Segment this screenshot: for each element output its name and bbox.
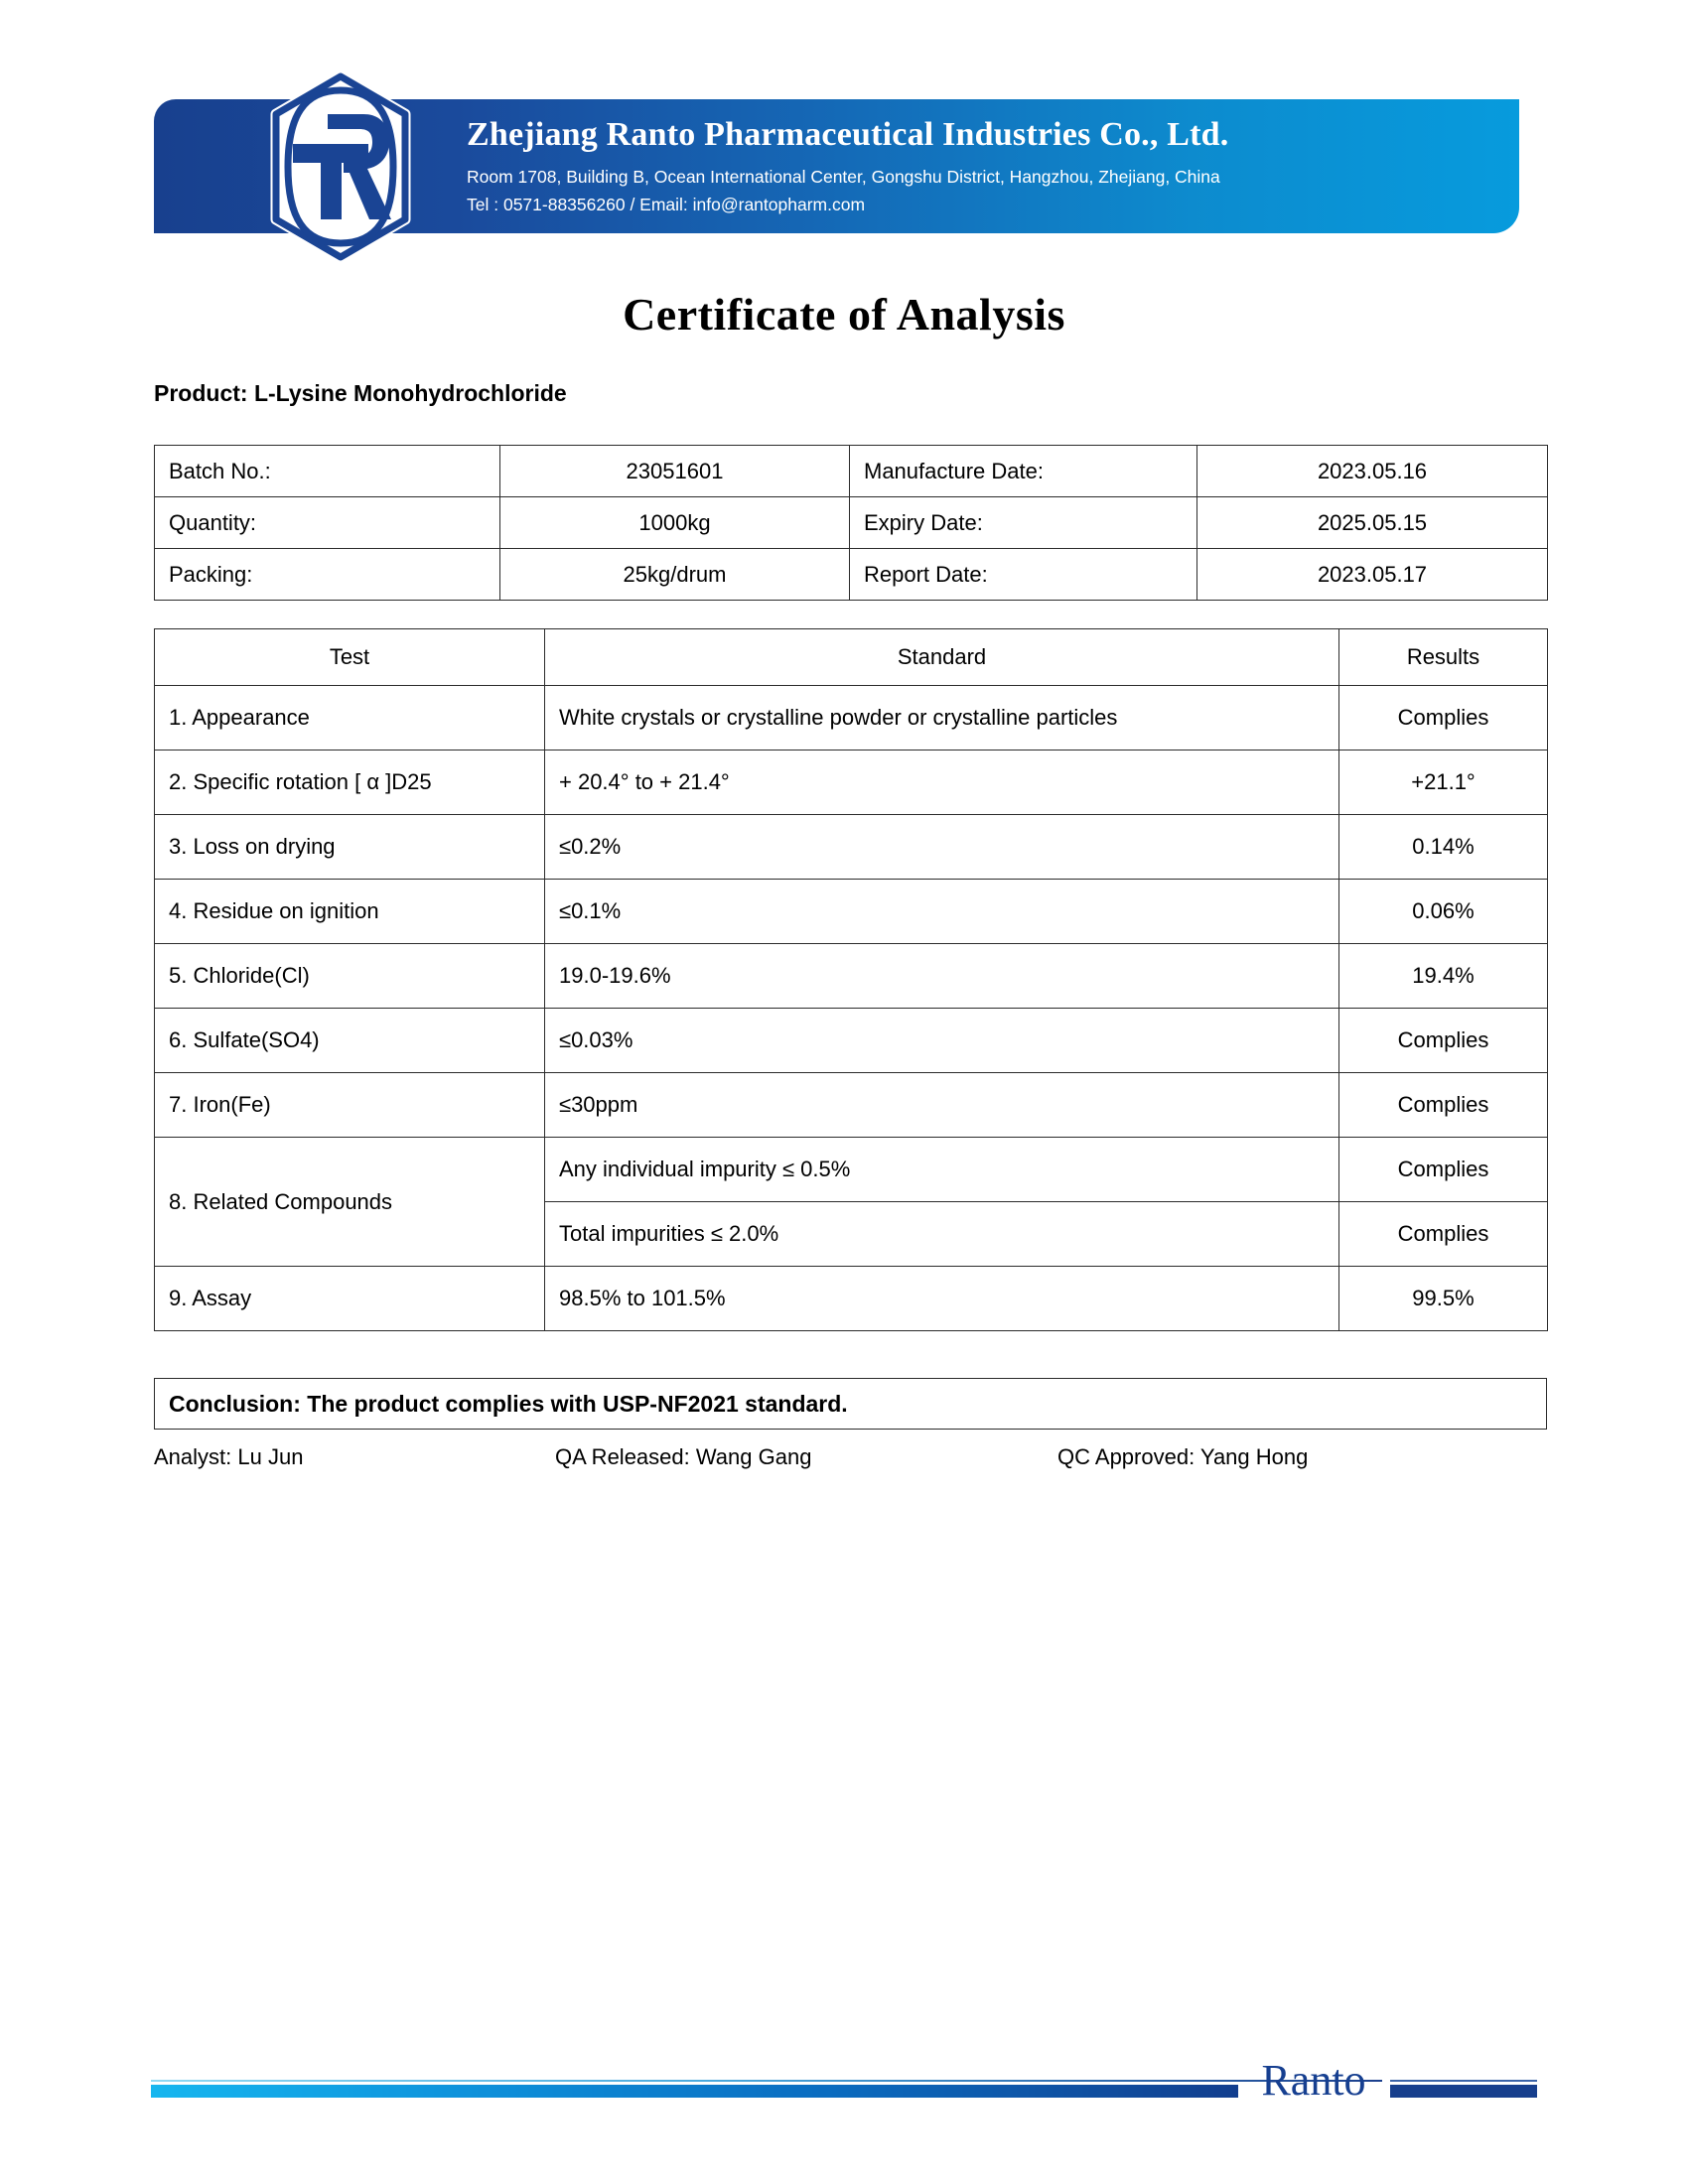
test-result: 0.06% — [1339, 880, 1548, 944]
page-footer — [0, 2056, 1688, 2118]
test-standard: 98.5% to 101.5% — [545, 1267, 1339, 1331]
table-row — [155, 549, 1548, 601]
info-label-manufacture-date: Manufacture Date: — [850, 446, 1197, 497]
table-row — [155, 944, 1548, 1009]
test-name: 7. Iron(Fe) — [155, 1073, 545, 1138]
test-result: Complies — [1339, 1009, 1548, 1073]
company-address: Room 1708, Building B, Ocean International Center, Gongshu District, Hangzhou, Zhejiang, China — [467, 166, 1220, 187]
table-row — [155, 1138, 1548, 1202]
company-logo-icon — [266, 72, 415, 261]
table-row — [155, 1267, 1548, 1331]
test-name: 6. Sulfate(SO4) — [155, 1009, 545, 1073]
test-name: 1. Appearance — [155, 686, 545, 751]
footer-bar-right — [1390, 2085, 1537, 2098]
info-value-quantity: 1000kg — [500, 497, 850, 549]
signature-qc-approved: QC Approved: Yang Hong — [1057, 1444, 1309, 1469]
test-result: 99.5% — [1339, 1267, 1548, 1331]
test-name: 9. Assay — [155, 1267, 545, 1331]
table-row — [155, 815, 1548, 880]
table-row — [155, 497, 1548, 549]
table-row — [155, 880, 1548, 944]
footer-brand-name: Ranto — [1261, 2056, 1366, 2105]
test-name-related-compounds: 8. Related Compounds — [155, 1138, 545, 1267]
table-row — [155, 1009, 1548, 1073]
test-standard: Any individual impurity ≤ 0.5% — [545, 1138, 1339, 1202]
footer-gradient-bar — [151, 2085, 1238, 2098]
test-result: Complies — [1339, 686, 1548, 751]
test-result: Complies — [1339, 1073, 1548, 1138]
signature-analyst: Analyst: Lu Jun — [154, 1444, 304, 1469]
conclusion-box — [154, 1378, 1547, 1430]
signature-qa-released: QA Released: Wang Gang — [555, 1444, 812, 1469]
test-result: Complies — [1339, 1202, 1548, 1267]
test-standard: ≤0.03% — [545, 1009, 1339, 1073]
info-label-expiry-date: Expiry Date: — [850, 497, 1197, 549]
test-name: 5. Chloride(Cl) — [155, 944, 545, 1009]
info-label-report-date: Report Date: — [850, 549, 1197, 601]
conclusion-text: Conclusion: The product complies with USP-NF2021 standard. — [169, 1390, 848, 1417]
info-value-packing: 25kg/drum — [500, 549, 850, 601]
test-standard: ≤0.2% — [545, 815, 1339, 880]
test-standard: ≤30ppm — [545, 1073, 1339, 1138]
table-row — [155, 686, 1548, 751]
company-contact: Tel : 0571-88356260 / Email: info@rantopharm.com — [467, 194, 866, 214]
batch-info-table — [154, 445, 1548, 601]
test-name: 2. Specific rotation [ α ]D25 — [155, 751, 545, 815]
test-results-table — [154, 628, 1548, 1331]
product-name: Product: L-Lysine Monohydrochloride — [154, 380, 567, 406]
column-header-standard: Standard — [545, 629, 1339, 686]
test-standard: 19.0-19.6% — [545, 944, 1339, 1009]
test-standard: Total impurities ≤ 2.0% — [545, 1202, 1339, 1267]
info-label-batch-no: Batch No.: — [155, 446, 500, 497]
company-name: Zhejiang Ranto Pharmaceutical Industries Co., Ltd. — [467, 116, 1229, 153]
info-value-report-date: 2023.05.17 — [1197, 549, 1548, 601]
test-result: 0.14% — [1339, 815, 1548, 880]
signature-row — [154, 1444, 1547, 1484]
test-name: 4. Residue on ignition — [155, 880, 545, 944]
test-result: 19.4% — [1339, 944, 1548, 1009]
table-row — [155, 751, 1548, 815]
table-header-row — [155, 629, 1548, 686]
info-label-quantity: Quantity: — [155, 497, 500, 549]
column-header-test: Test — [155, 629, 545, 686]
table-row — [155, 1073, 1548, 1138]
column-header-results: Results — [1339, 629, 1548, 686]
test-standard: ≤0.1% — [545, 880, 1339, 944]
info-value-batch-no: 23051601 — [500, 446, 850, 497]
test-result: +21.1° — [1339, 751, 1548, 815]
test-name: 3. Loss on drying — [155, 815, 545, 880]
test-standard: + 20.4° to + 21.4° — [545, 751, 1339, 815]
company-header-text — [467, 117, 1499, 217]
page-title: Certificate of Analysis — [623, 289, 1065, 340]
table-row — [155, 446, 1548, 497]
info-value-manufacture-date: 2023.05.16 — [1197, 446, 1548, 497]
info-label-packing: Packing: — [155, 549, 500, 601]
info-value-expiry-date: 2025.05.15 — [1197, 497, 1548, 549]
test-standard: White crystals or crystalline powder or crystalline particles — [545, 686, 1339, 751]
footer-hairline-left — [151, 2080, 1382, 2082]
footer-hairline-right — [1390, 2080, 1537, 2082]
test-result: Complies — [1339, 1138, 1548, 1202]
